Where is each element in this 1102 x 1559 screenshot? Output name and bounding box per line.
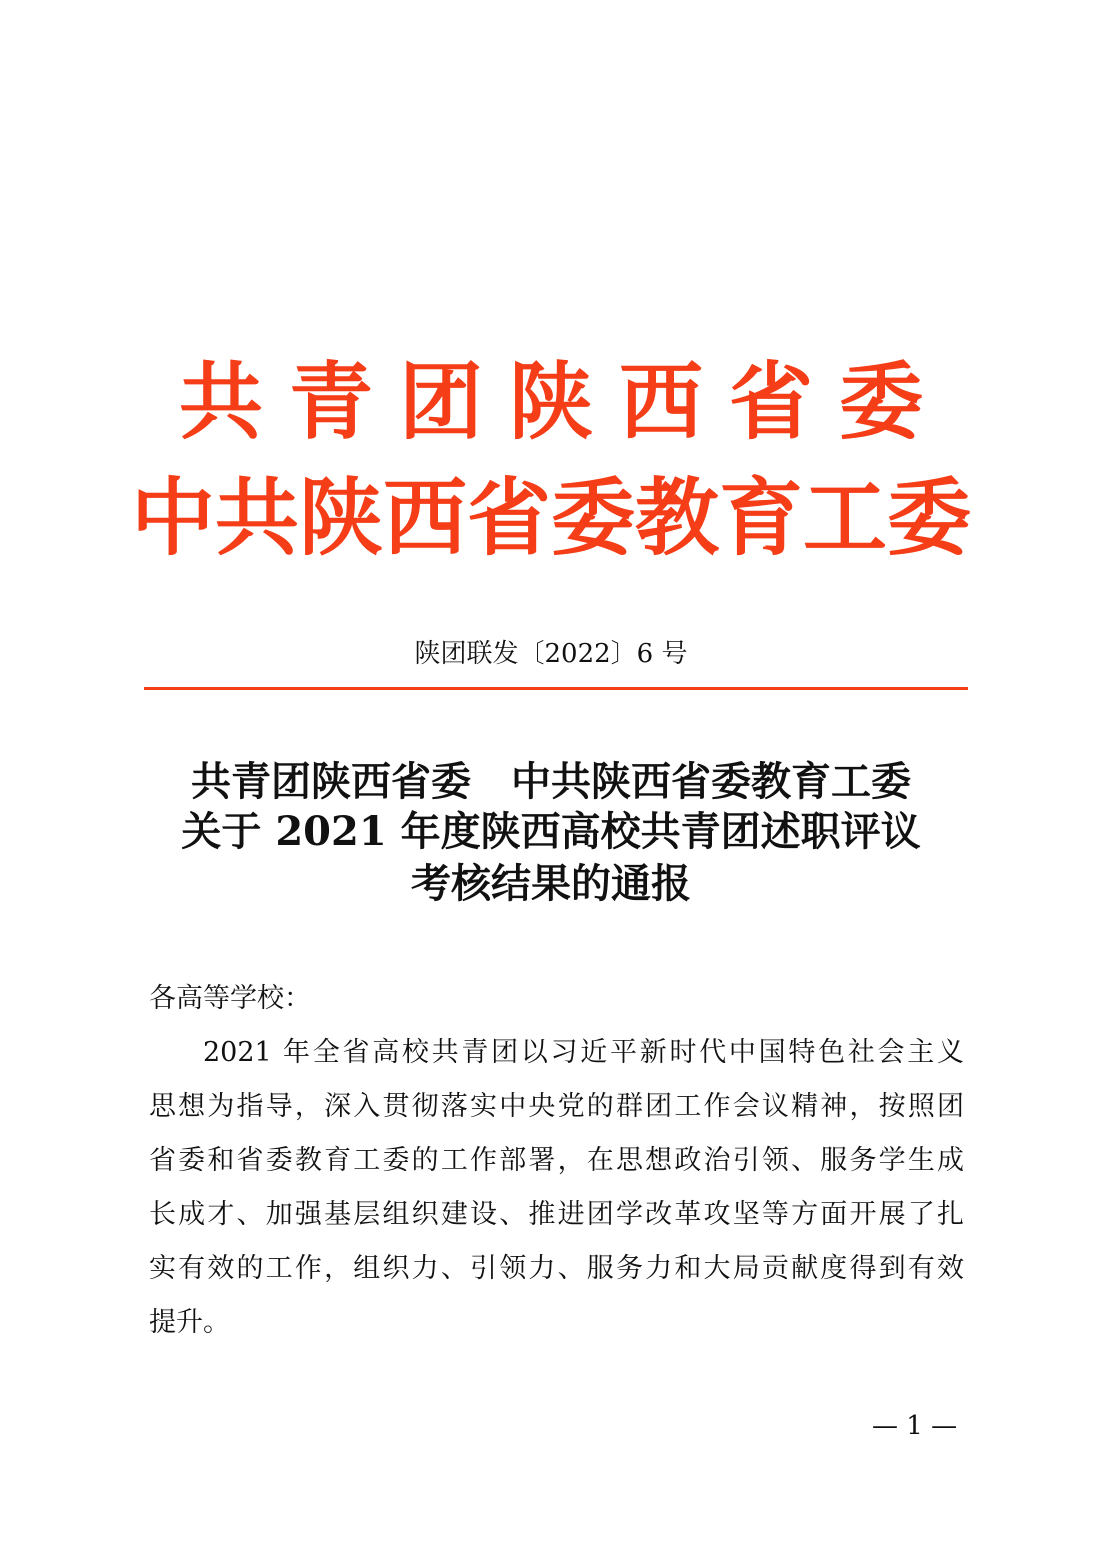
page-number: — 1 — [872,1411,958,1441]
body-text-line: 实有效的工作，组织力、引领力、服务力和大局贡献度得到有效 [149,1253,964,1284]
body-text-line: 2021 年全省高校共青团以习近平新时代中国特色社会主义 [203,1037,964,1068]
issuer-name-line-2: 中共陕西省委教育工委 [130,469,971,567]
document-number: 陕团联发〔2022〕6 号 [414,639,688,669]
document-title-line-3: 考核结果的通报 [411,860,691,907]
body-text-line: 长成才、加强基层组织建设、推进团学改革攻坚等方面开展了扎 [149,1199,964,1230]
body-text-line: 提升。 [149,1307,230,1338]
document-title-line-1: 共青团陕西省委 中共陕西省委教育工委 [191,758,911,805]
salutation: 各高等学校： [149,983,311,1014]
issuer-name-line-1: 共青团陕西省委 [178,353,949,451]
document-title-line-2: 关于 2021 年度陕西高校共青团述职评议 [181,808,921,855]
body-text-line: 省委和省委教育工委的工作部署，在思想政治引领、服务学生成 [149,1145,964,1176]
body-text-line: 思想为指导，深入贯彻落实中央党的群团工作会议精神，按照团 [149,1091,964,1122]
red-divider-line [144,687,968,690]
